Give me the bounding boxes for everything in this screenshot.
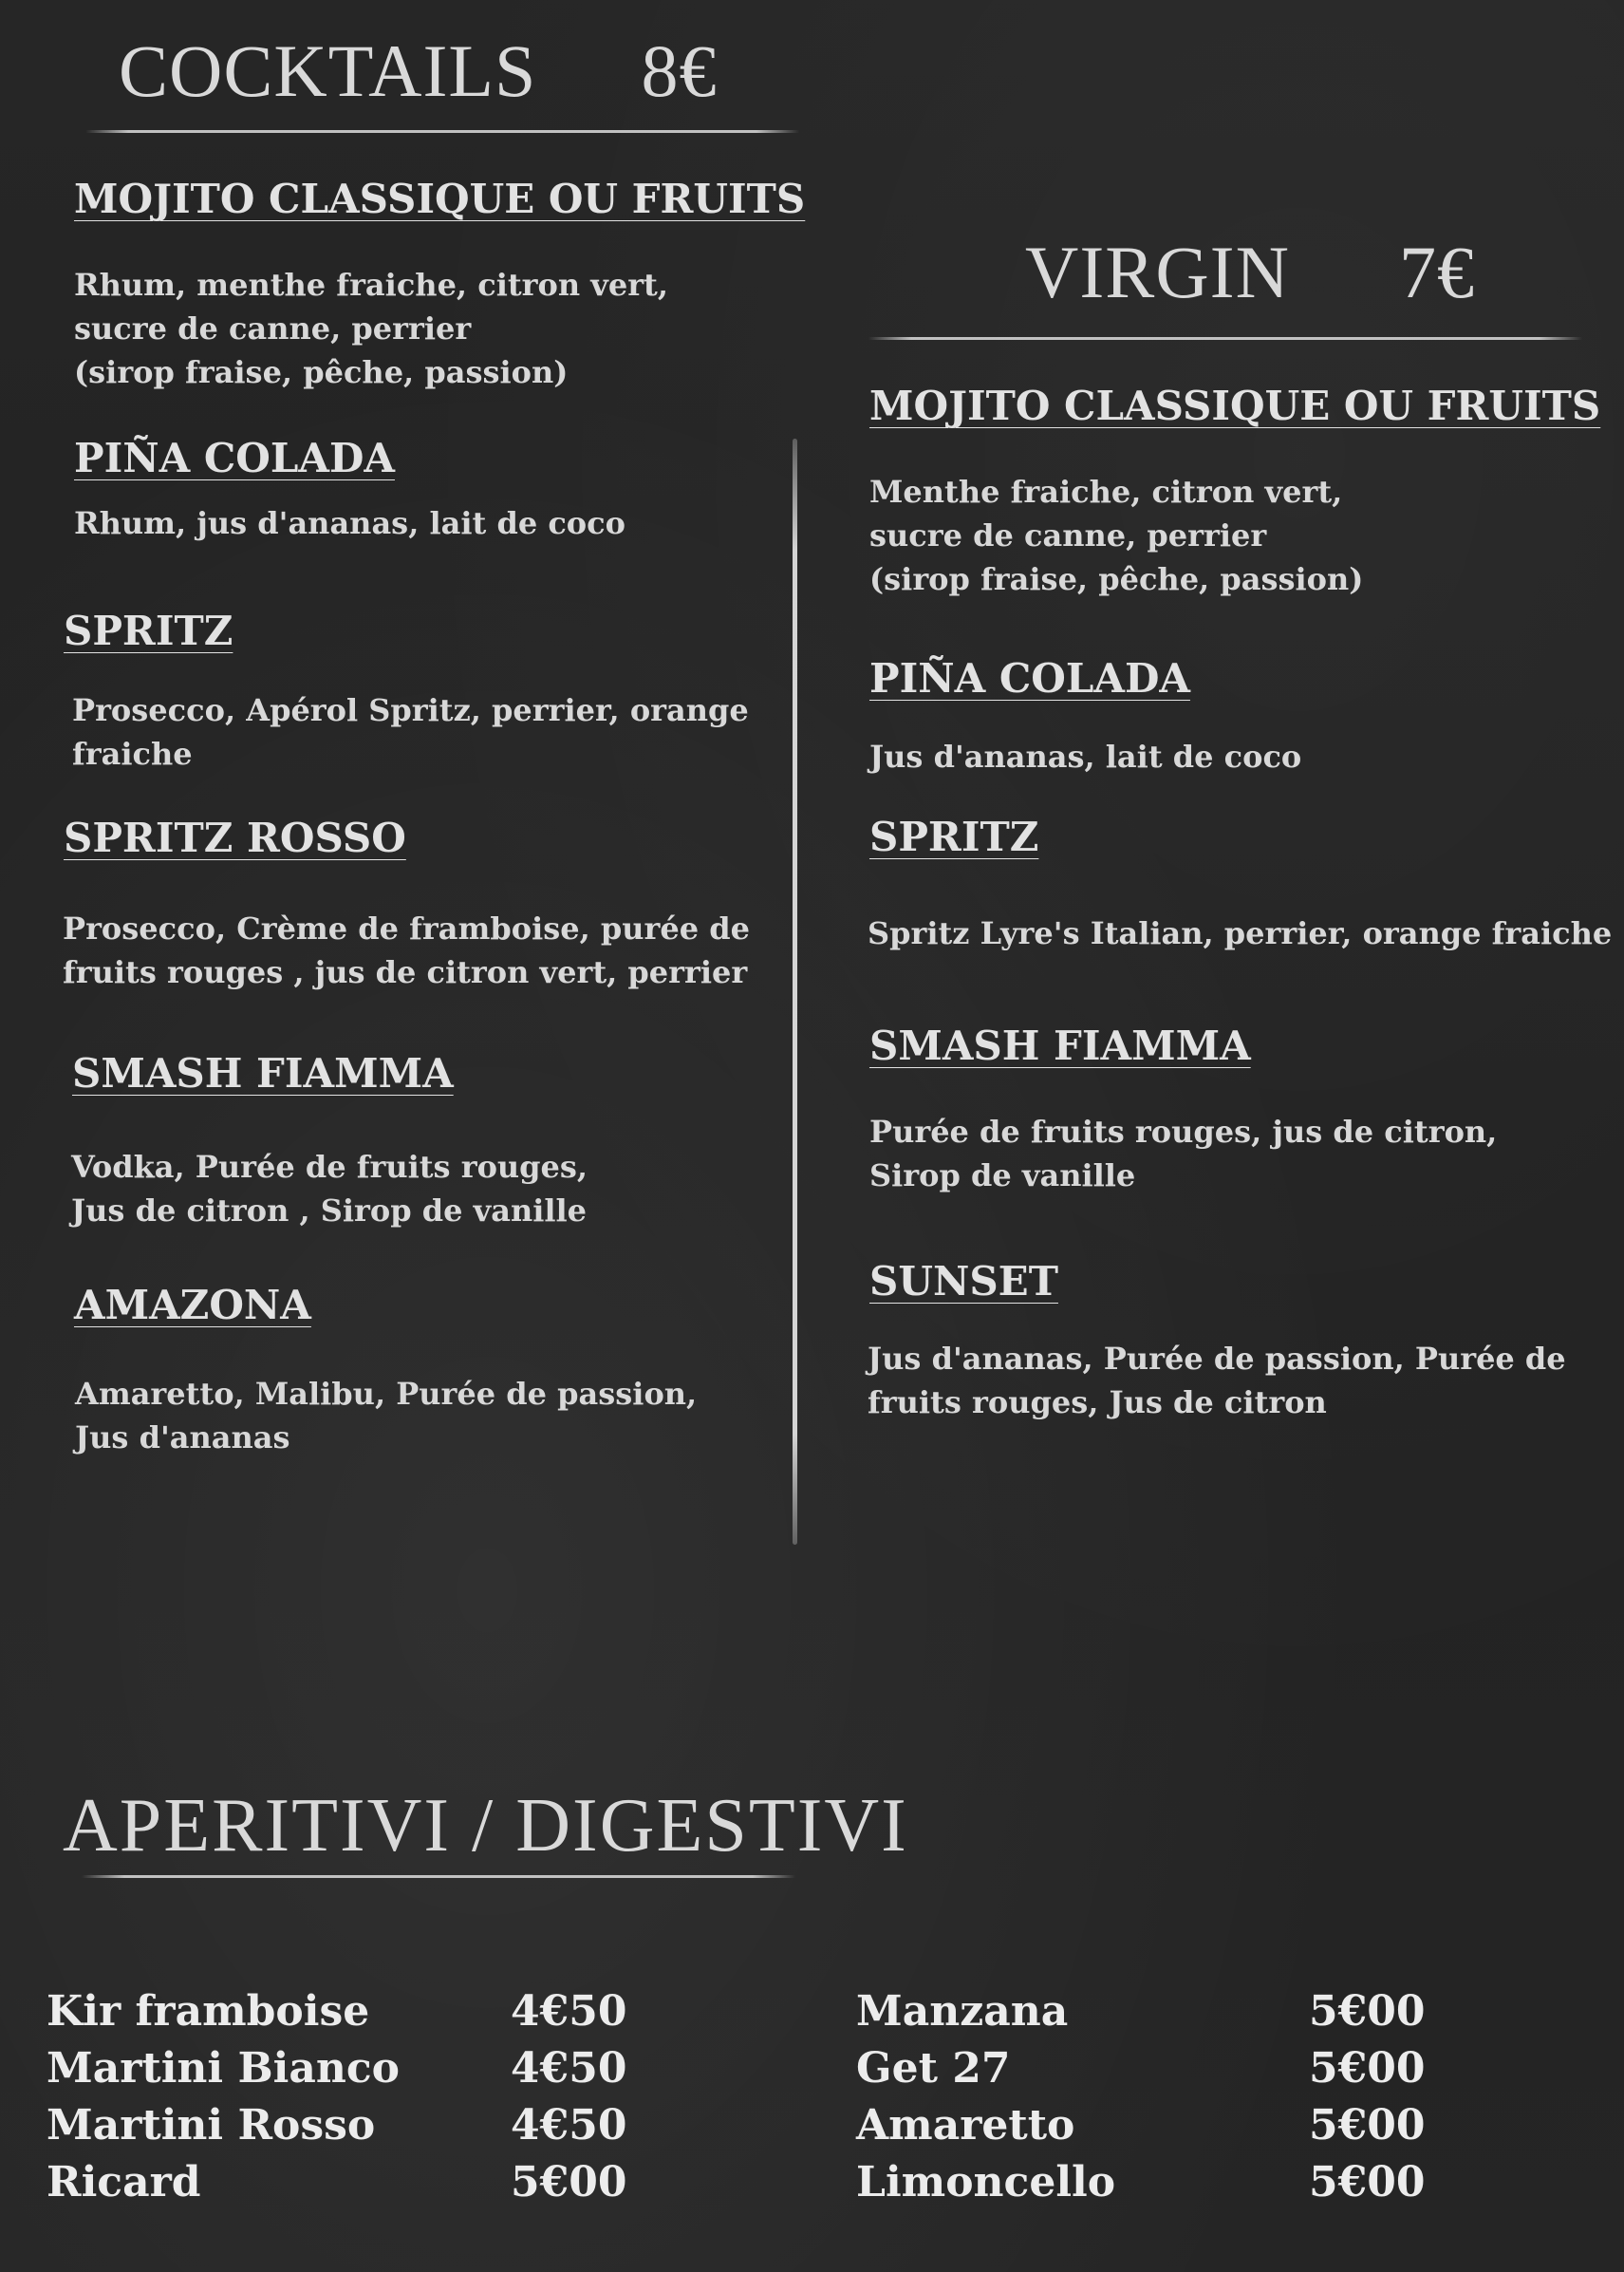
cocktail-desc-smash-fiamma: Vodka, Purée de fruits rouges, Jus de citron , Sirop de vanille: [71, 1149, 588, 1229]
cocktails-price: 8€: [641, 29, 718, 112]
drink-name-right-2: Get 27: [856, 2044, 1011, 2093]
virgin-name-mojito: MOJITO CLASSIQUE OU FRUITS: [869, 383, 1601, 429]
column-divider: [793, 439, 797, 1545]
virgin-name-spritz: SPRITZ: [869, 814, 1039, 860]
virgin-name-pina-colada: PIÑA COLADA: [869, 655, 1190, 702]
cocktail-desc-mojito: Rhum, menthe fraiche, citron vert, sucre de canne, perrier (sirop fraise, pêche, passion): [74, 267, 668, 390]
drink-price-left-3: 4€50: [511, 2101, 627, 2150]
drink-name-right-3: Amaretto: [856, 2101, 1075, 2150]
cocktail-name-amazona: AMAZONA: [74, 1282, 311, 1328]
drink-name-right-1: Manzana: [856, 1987, 1069, 2036]
virgin-title: [1025, 230, 1475, 315]
aperitivi-title: APERITIVI / DIGESTIVI: [63, 1784, 908, 1868]
cocktails-title: [119, 28, 717, 114]
drink-price-right-1: 5€00: [1309, 1987, 1426, 2036]
cocktail-name-mojito: MOJITO CLASSIQUE OU FRUITS: [74, 176, 806, 222]
cocktail-desc-spritz-rosso: Prosecco, Crème de framboise, purée de fruits rouges , jus de citron vert, perrier: [63, 911, 750, 990]
cocktail-name-spritz-rosso: SPRITZ ROSSO: [64, 815, 406, 861]
drink-name-left-1: Kir framboise: [47, 1987, 370, 2036]
drink-price-right-3: 5€00: [1309, 2101, 1426, 2150]
cocktails-rule: [85, 130, 799, 133]
drink-name-right-4: Limoncello: [856, 2158, 1116, 2206]
drink-name-left-3: Martini Rosso: [47, 2101, 376, 2150]
cocktails-title-text: COCKTAILS: [119, 29, 537, 112]
virgin-name-sunset: SUNSET: [869, 1258, 1058, 1305]
cocktail-name-pina-colada: PIÑA COLADA: [74, 435, 395, 481]
cocktail-name-spritz: SPRITZ: [64, 608, 233, 654]
drink-name-left-2: Martini Bianco: [47, 2044, 401, 2093]
cocktail-desc-amazona: Amaretto, Malibu, Purée de passion, Jus d'ananas: [75, 1376, 698, 1455]
virgin-desc-sunset: Jus d'ananas, Purée de passion, Purée de fruits rouges, Jus de citron: [868, 1341, 1566, 1420]
virgin-desc-mojito: Menthe fraiche, citron vert, sucre de canne, perrier (sirop fraise, pêche, passion): [869, 474, 1364, 597]
drink-price-left-2: 4€50: [511, 2044, 627, 2093]
virgin-desc-smash-fiamma: Purée de fruits rouges, jus de citron, Sirop de vanille: [869, 1114, 1498, 1193]
virgin-price: 7€: [1398, 231, 1475, 313]
cocktail-name-smash-fiamma: SMASH FIAMMA: [72, 1050, 454, 1097]
cocktail-desc-pina-colada: Rhum, jus d'ananas, lait de coco: [74, 505, 625, 541]
drink-price-right-2: 5€00: [1309, 2044, 1426, 2093]
drink-price-left-1: 4€50: [511, 1987, 627, 2036]
virgin-rule: [868, 337, 1582, 340]
aperitivi-rule: [82, 1875, 795, 1878]
virgin-name-smash-fiamma: SMASH FIAMMA: [869, 1023, 1251, 1069]
virgin-title-text: VIRGIN: [1025, 231, 1290, 313]
cocktail-desc-spritz: Prosecco, Apérol Spritz, perrier, orange fraiche: [72, 692, 749, 772]
drink-price-left-4: 5€00: [511, 2158, 627, 2206]
drink-price-right-4: 5€00: [1309, 2158, 1426, 2206]
virgin-desc-pina-colada: Jus d'ananas, lait de coco: [869, 739, 1302, 775]
virgin-desc-spritz: Spritz Lyre's Italian, perrier, orange fraiche: [868, 915, 1613, 951]
drink-name-left-4: Ricard: [47, 2158, 201, 2206]
